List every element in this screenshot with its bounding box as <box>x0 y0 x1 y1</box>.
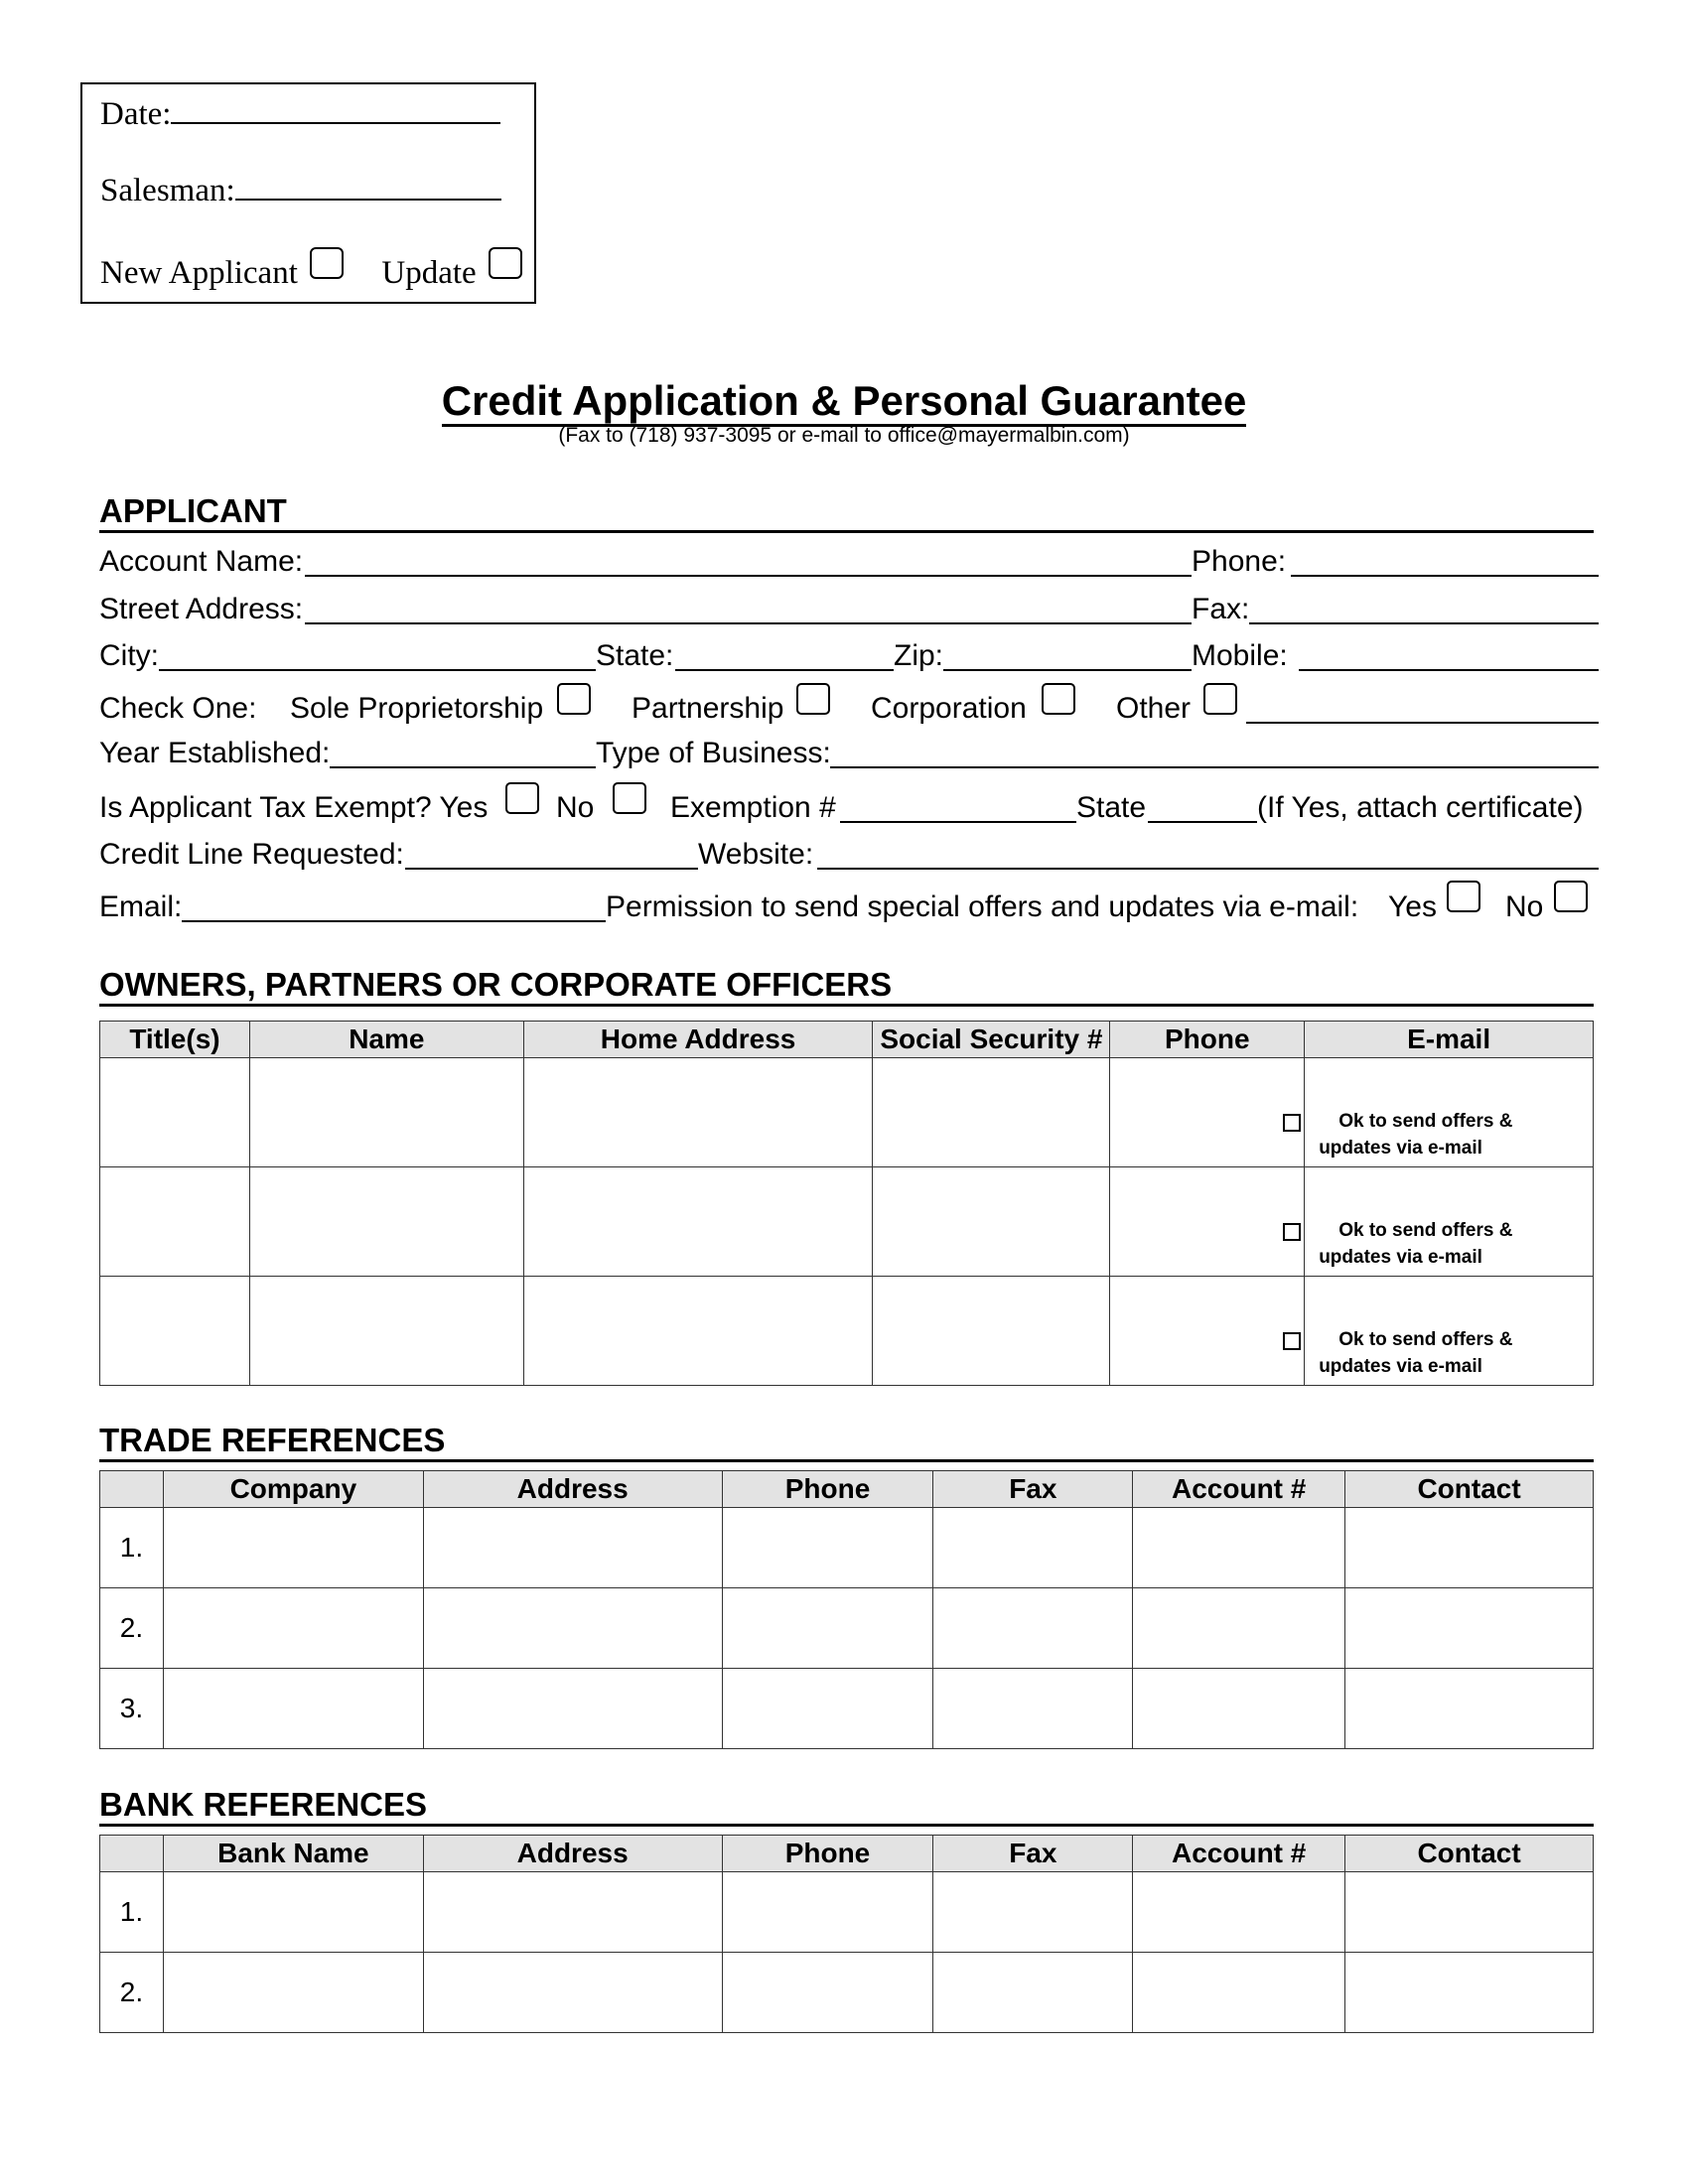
trade-row <box>100 1508 1594 1588</box>
applicant-type-box <box>80 82 536 304</box>
page-title <box>0 377 1688 425</box>
trade-company-cell[interactable] <box>163 1588 423 1669</box>
bank-col-number <box>100 1836 164 1872</box>
trade-contact-cell[interactable] <box>1345 1669 1594 1749</box>
state-field[interactable] <box>675 669 894 671</box>
date-label: Date: <box>100 96 172 132</box>
ok-to-send-line2: updates via e-mail <box>1319 1138 1482 1159</box>
owner-ssn-cell[interactable] <box>873 1058 1110 1167</box>
mobile-label: Mobile: <box>1192 639 1288 672</box>
owners-row <box>100 1277 1594 1386</box>
bank-account-cell[interactable] <box>1133 1953 1345 2033</box>
owner-email-cell[interactable] <box>1305 1277 1594 1386</box>
ok-to-send-line1: Ok to send offers & <box>1338 1220 1513 1241</box>
phone-field[interactable] <box>1291 575 1599 577</box>
ok-to-send-label <box>1319 1217 1517 1271</box>
bank-references-table <box>99 1835 1594 2033</box>
trade-phone-cell[interactable] <box>722 1588 933 1669</box>
ok-to-send-line1: Ok to send offers & <box>1338 1329 1513 1350</box>
bank-name-cell[interactable] <box>163 1953 423 2033</box>
salesman-row <box>100 171 501 209</box>
ok-to-send-checkbox[interactable] <box>1283 1223 1301 1241</box>
check-one-label: Check One: <box>99 692 257 725</box>
bank-col-contact: Contact <box>1345 1836 1594 1872</box>
bank-contact-cell[interactable] <box>1345 1872 1594 1953</box>
trade-account-cell[interactable] <box>1133 1669 1345 1749</box>
bank-row-number: 2. <box>100 1953 164 2033</box>
account-name-label: Account Name: <box>99 545 304 578</box>
city-field[interactable] <box>159 669 596 671</box>
mobile-field[interactable] <box>1299 669 1599 671</box>
trade-col-contact: Contact <box>1345 1471 1594 1508</box>
owners-col-phone: Phone <box>1110 1022 1305 1058</box>
trade-col-company: Company <box>163 1471 423 1508</box>
credit-line-field[interactable] <box>405 868 698 870</box>
owner-title-cell[interactable] <box>100 1058 250 1167</box>
owner-address-cell[interactable] <box>523 1167 873 1277</box>
owner-phone-cell[interactable] <box>1110 1167 1305 1277</box>
trade-address-cell[interactable] <box>423 1508 722 1588</box>
tax-exempt-yes-checkbox[interactable] <box>505 782 539 814</box>
owner-email-cell[interactable] <box>1305 1167 1594 1277</box>
bank-fax-cell[interactable] <box>933 1953 1133 2033</box>
ok-to-send-line2: updates via e-mail <box>1319 1247 1482 1268</box>
trade-phone-cell[interactable] <box>722 1508 933 1588</box>
owners-header-row <box>100 1022 1594 1058</box>
owner-name-cell[interactable] <box>249 1277 523 1386</box>
trade-header-row <box>100 1471 1594 1508</box>
exemption-state-field[interactable] <box>1148 821 1257 823</box>
bank-row <box>100 1953 1594 2033</box>
owners-col-name: Name <box>249 1022 523 1058</box>
page-subtitle: (Fax to (718) 937-3095 or e-mail to office@mayermalbin.com) <box>558 424 1130 447</box>
trade-row <box>100 1588 1594 1669</box>
owner-address-cell[interactable] <box>523 1058 873 1167</box>
exemption-state-label: State <box>1076 791 1147 824</box>
email-permission-yes-label: Yes <box>1388 890 1437 923</box>
owners-col-home-address: Home Address <box>523 1022 873 1058</box>
attach-certificate-note: (If Yes, attach certificate) <box>1257 791 1584 824</box>
trade-account-cell[interactable] <box>1133 1508 1345 1588</box>
year-established-field[interactable] <box>330 766 596 768</box>
street-address-label: Street Address: <box>99 593 304 625</box>
bank-phone-cell[interactable] <box>722 1953 933 2033</box>
bank-name-cell[interactable] <box>163 1872 423 1953</box>
year-established-label: Year Established: <box>99 737 331 769</box>
corporation-checkbox[interactable] <box>1042 683 1075 715</box>
type-of-business-field[interactable] <box>830 766 1599 768</box>
exemption-field[interactable] <box>840 821 1076 823</box>
trade-row <box>100 1669 1594 1749</box>
bank-phone-cell[interactable] <box>722 1872 933 1953</box>
trade-account-cell[interactable] <box>1133 1588 1345 1669</box>
salesman-field[interactable] <box>235 171 501 201</box>
bank-col-account: Account # <box>1133 1836 1345 1872</box>
phone-label: Phone: <box>1192 545 1287 578</box>
sole-proprietorship-label: Sole Proprietorship <box>290 692 544 725</box>
email-field[interactable] <box>182 920 606 922</box>
website-field[interactable] <box>817 868 1599 870</box>
fax-field[interactable] <box>1249 622 1599 624</box>
email-permission-no-checkbox[interactable] <box>1554 881 1588 912</box>
owner-phone-cell[interactable] <box>1110 1058 1305 1167</box>
street-address-field[interactable] <box>305 622 1192 624</box>
owners-col-ssn: Social Security # <box>873 1022 1110 1058</box>
trade-row-number: 3. <box>100 1669 164 1749</box>
ok-to-send-label <box>1319 1326 1517 1380</box>
other-field[interactable] <box>1246 722 1599 724</box>
fax-label: Fax: <box>1192 593 1250 625</box>
owners-table <box>99 1021 1594 1386</box>
new-applicant-label: New Applicant <box>100 255 298 291</box>
ok-to-send-line1: Ok to send offers & <box>1338 1111 1513 1132</box>
city-label: City: <box>99 639 159 672</box>
trade-col-account: Account # <box>1133 1471 1345 1508</box>
owners-row <box>100 1058 1594 1167</box>
tax-exempt-label: Is Applicant Tax Exempt? Yes <box>99 791 489 824</box>
update-label: Update <box>381 255 477 291</box>
owner-ssn-cell[interactable] <box>873 1167 1110 1277</box>
trade-contact-cell[interactable] <box>1345 1508 1594 1588</box>
trade-row-number: 2. <box>100 1588 164 1669</box>
owners-col-email: E-mail <box>1305 1022 1594 1058</box>
trade-fax-cell[interactable] <box>933 1508 1133 1588</box>
bank-col-fax: Fax <box>933 1836 1133 1872</box>
trade-col-phone: Phone <box>722 1471 933 1508</box>
trade-row-number: 1. <box>100 1508 164 1588</box>
bank-address-cell[interactable] <box>423 1953 722 2033</box>
corporation-label: Corporation <box>871 692 1027 725</box>
email-permission-yes-checkbox[interactable] <box>1447 881 1480 912</box>
bank-references-section-title: BANK REFERENCES <box>99 1786 1594 1827</box>
other-label: Other <box>1116 692 1192 725</box>
partnership-checkbox[interactable] <box>796 683 830 715</box>
credit-line-label: Credit Line Requested: <box>99 838 404 871</box>
trade-phone-cell[interactable] <box>722 1669 933 1749</box>
zip-field[interactable] <box>943 669 1192 671</box>
bank-col-address: Address <box>423 1836 722 1872</box>
bank-col-phone: Phone <box>722 1836 933 1872</box>
tax-exempt-no-label: No <box>556 791 595 824</box>
email-permission-no-label: No <box>1505 890 1544 923</box>
trade-col-number <box>100 1471 164 1508</box>
bank-header-row <box>100 1836 1594 1872</box>
trade-col-address: Address <box>423 1471 722 1508</box>
page-title-text: Credit Application & Personal Guarantee <box>442 377 1247 427</box>
owner-name-cell[interactable] <box>249 1058 523 1167</box>
owner-address-cell[interactable] <box>523 1277 873 1386</box>
zip-label: Zip: <box>894 639 944 672</box>
trade-address-cell[interactable] <box>423 1588 722 1669</box>
account-name-field[interactable] <box>305 575 1192 577</box>
email-permission-label: Permission to send special offers and updates via e-mail: <box>606 890 1359 923</box>
website-label: Website: <box>698 838 814 871</box>
owners-section-title: OWNERS, PARTNERS OR CORPORATE OFFICERS <box>99 966 1594 1007</box>
owner-ssn-cell[interactable] <box>873 1277 1110 1386</box>
ok-to-send-checkbox[interactable] <box>1283 1114 1301 1132</box>
owners-col-titles: Title(s) <box>100 1022 250 1058</box>
trade-address-cell[interactable] <box>423 1669 722 1749</box>
bank-row-number: 1. <box>100 1872 164 1953</box>
sole-proprietorship-checkbox[interactable] <box>557 683 591 715</box>
owner-phone-cell[interactable] <box>1110 1277 1305 1386</box>
trade-company-cell[interactable] <box>163 1669 423 1749</box>
new-applicant-checkbox[interactable] <box>310 247 344 279</box>
type-of-business-label: Type of Business: <box>596 737 831 769</box>
owner-name-cell[interactable] <box>249 1167 523 1277</box>
exemption-label: Exemption # <box>670 791 836 824</box>
applicant-type-row <box>100 251 522 292</box>
partnership-label: Partnership <box>632 692 784 725</box>
trade-contact-cell[interactable] <box>1345 1588 1594 1669</box>
bank-row <box>100 1872 1594 1953</box>
update-checkbox[interactable] <box>489 247 522 279</box>
other-checkbox[interactable] <box>1203 683 1237 715</box>
bank-col-bank-name: Bank Name <box>163 1836 423 1872</box>
ok-to-send-checkbox[interactable] <box>1283 1332 1301 1350</box>
trade-company-cell[interactable] <box>163 1508 423 1588</box>
trade-fax-cell[interactable] <box>933 1588 1133 1669</box>
email-label: Email: <box>99 890 183 923</box>
date-field[interactable] <box>171 94 500 124</box>
bank-address-cell[interactable] <box>423 1872 722 1953</box>
tax-exempt-no-checkbox[interactable] <box>613 782 646 814</box>
date-row <box>100 94 500 133</box>
owners-row <box>100 1167 1594 1277</box>
applicant-section-title: APPLICANT <box>99 492 1594 533</box>
trade-references-section-title: TRADE REFERENCES <box>99 1422 1594 1462</box>
ok-to-send-label <box>1319 1108 1517 1161</box>
trade-fax-cell[interactable] <box>933 1669 1133 1749</box>
trade-references-table <box>99 1470 1594 1749</box>
owner-email-cell[interactable] <box>1305 1058 1594 1167</box>
bank-fax-cell[interactable] <box>933 1872 1133 1953</box>
owner-title-cell[interactable] <box>100 1277 250 1386</box>
bank-contact-cell[interactable] <box>1345 1953 1594 2033</box>
trade-col-fax: Fax <box>933 1471 1133 1508</box>
state-label: State: <box>596 639 674 672</box>
owner-title-cell[interactable] <box>100 1167 250 1277</box>
salesman-label: Salesman: <box>100 173 235 208</box>
ok-to-send-line2: updates via e-mail <box>1319 1356 1482 1377</box>
bank-account-cell[interactable] <box>1133 1872 1345 1953</box>
